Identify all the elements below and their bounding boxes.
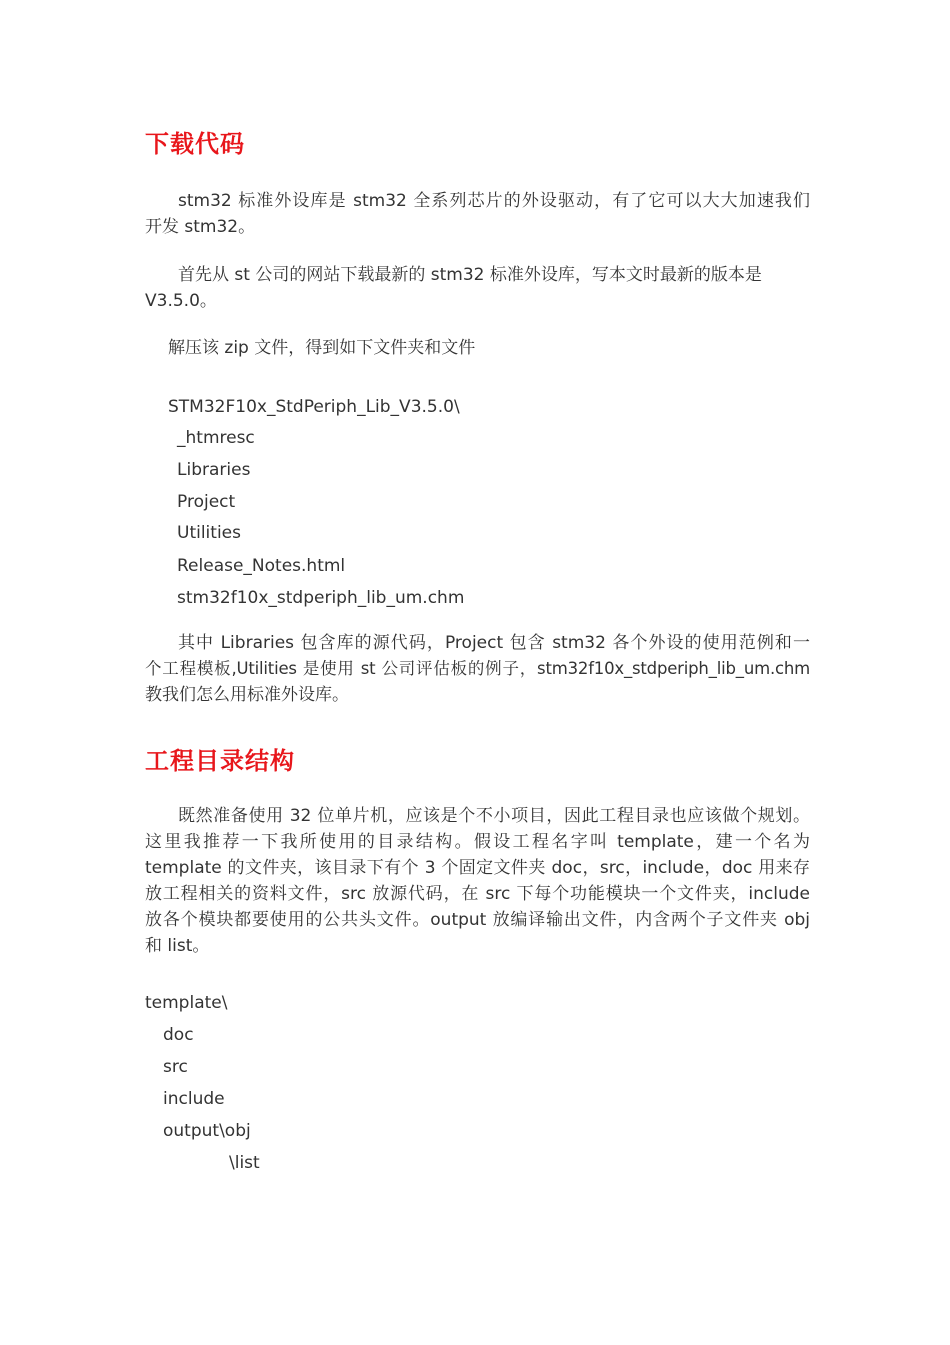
tree-item: stm32f10x_stdperiph_lib_um.chm <box>177 588 465 608</box>
paragraph-structure <box>145 803 810 959</box>
paragraph-line: template 的文件夹，该目录下有个 3 个固定文件夹 doc，src，include，doc 用来存 <box>145 858 810 878</box>
tree-root: STM32F10x_StdPeriph_Lib_V3.5.0\ <box>168 397 460 417</box>
paragraph-line: 开发 stm32。 <box>145 217 256 237</box>
tree-item: Utilities <box>177 523 241 543</box>
tree-item: Libraries <box>177 460 251 480</box>
paragraph-line: 放工程相关的资料文件，src 放源代码，在 src 下每个功能模块一个文件夹，include <box>145 884 810 904</box>
tree-item: Release_Notes.html <box>177 556 346 576</box>
paragraph-line: 这里我推荐一下我所使用的目录结构。假设工程名字叫 template，建一个名为 <box>145 832 810 852</box>
paragraph-line: 个工程模板,Utilities 是使用 st 公司评估板的例子，stm32f10x_stdperiph_lib_um.chm <box>145 659 810 678</box>
tree-item: output\obj <box>163 1121 251 1141</box>
paragraph-libraries <box>145 630 810 708</box>
tree-item: include <box>163 1089 225 1109</box>
paragraph-line: 其中 Libraries 包含库的源代码，Project 包含 stm32 各个外设的使用范例和一 <box>178 633 810 653</box>
paragraph-intro <box>145 188 810 240</box>
section-heading-structure: 工程目录结构 <box>145 747 295 775</box>
tree-item: _htmresc <box>177 428 255 448</box>
tree-subitem: \list <box>229 1153 260 1173</box>
paragraph-line: 教我们怎么用标准外设库。 <box>145 685 349 705</box>
paragraph-download <box>145 262 810 314</box>
paragraph-line: stm32 标准外设库是 stm32 全系列芯片的外设驱动，有了它可以大大加速我们 <box>178 191 810 211</box>
paragraph-line: 首先从 st 公司的网站下载最新的 stm32 标准外设库，写本文时最新的版本是 <box>178 265 762 285</box>
tree-root: template\ <box>145 993 228 1013</box>
paragraph-line: 放各个模块都要使用的公共头文件。output 放编译输出文件，内含两个子文件夹 obj <box>145 910 810 930</box>
tree-item: src <box>163 1057 188 1077</box>
paragraph-line: 和 list。 <box>145 936 210 956</box>
tree-item: doc <box>163 1025 194 1045</box>
paragraph-unzip: 解压该 zip 文件，得到如下文件夹和文件 <box>168 338 476 358</box>
tree-item: Project <box>177 492 236 512</box>
paragraph-line: 既然准备使用 32 位单片机，应该是个不小项目，因此工程目录也应该做个规划。 <box>178 806 810 826</box>
paragraph-line: V3.5.0。 <box>145 291 217 311</box>
section-heading-download: 下载代码 <box>145 130 245 158</box>
